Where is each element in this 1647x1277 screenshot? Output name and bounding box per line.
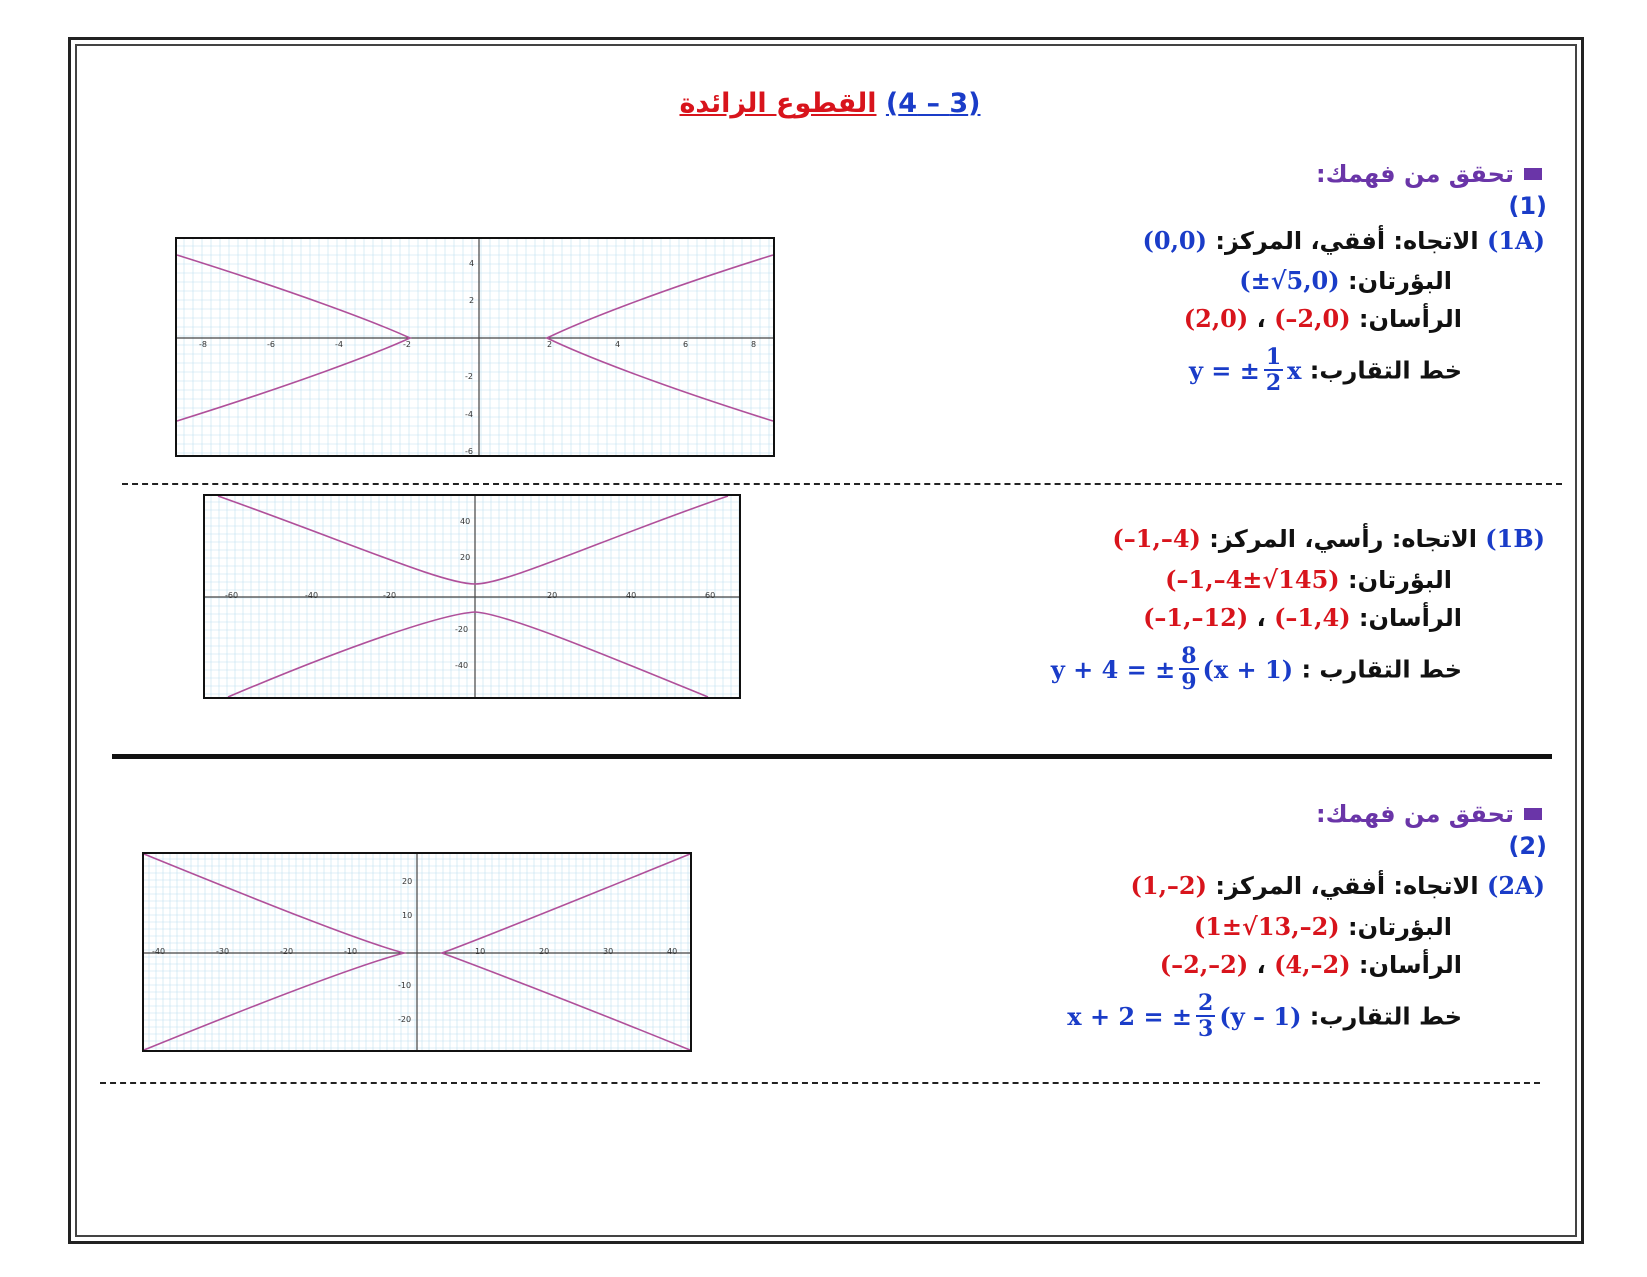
y-tick-label: 40: [460, 517, 471, 526]
exercise-index-2: (2): [1508, 832, 1547, 860]
item-1a-vertices: الرأسان: (–2,0) ، (2,0): [1183, 304, 1462, 333]
x-tick-label: -8: [199, 340, 207, 349]
dash-divider-2: [100, 1082, 1540, 1084]
item-2a-direction: (2A) الاتجاه: أفقي، المركز: (1,–2): [1130, 871, 1545, 900]
y-tick-label: -10: [398, 981, 412, 990]
x-tick-label: -20: [280, 947, 294, 956]
check-understanding-heading-1: تحقق من فهمك:: [1316, 160, 1542, 188]
y-tick-label: -20: [398, 1015, 412, 1024]
x-tick-label: -2: [403, 340, 411, 349]
hyperbola-graph-1b: [203, 494, 741, 699]
asymptote-equation: x + 2 = ± $\frac{2}{3}$ (y – 1): [1067, 990, 1302, 1042]
asymptote-equation: y + 4 = ± $\frac{8}{9}$ (x + 1): [1050, 643, 1294, 695]
x-tick-label: 60: [705, 591, 716, 600]
item-1b-direction: (1B) الاتجاه: رأسي، المركز: (–1,–4): [1112, 524, 1545, 553]
y-tick-label: 2: [469, 296, 475, 305]
y-tick-label: -20: [455, 625, 469, 634]
item-2a-foci: البؤرتان: (1±√13,–2): [1193, 912, 1452, 941]
y-tick-label: -6: [465, 447, 473, 456]
exercise-index-1: (1): [1508, 192, 1547, 220]
x-tick-label: 6: [683, 340, 689, 349]
y-tick-label: -40: [455, 661, 469, 670]
item-2a-vertices: الرأسان: (4,–2) ، (–2,–2): [1159, 950, 1462, 979]
y-tick-label: -2: [465, 372, 473, 381]
section-title: القطوع الزائدة: [679, 88, 877, 119]
y-tick-label: 20: [402, 877, 413, 886]
item-1b-asymptote: خط التقارب : y + 4 = ± $\frac{8}{9}$ (x + 1): [1050, 643, 1462, 695]
y-tick-label: 20: [460, 553, 471, 562]
x-tick-label: -30: [216, 947, 230, 956]
x-tick-label: -40: [152, 947, 166, 956]
item-1b-foci: البؤرتان: (–1,–4±√145): [1165, 565, 1452, 594]
x-tick-label: -20: [383, 591, 397, 600]
asymptote-equation: y = ± $\frac{1}{2}$ x: [1188, 344, 1302, 396]
y-tick-label: 10: [402, 911, 413, 920]
x-tick-label: -10: [344, 947, 358, 956]
y-tick-label: -4: [465, 410, 473, 419]
check-understanding-heading-2: تحقق من فهمك:: [1316, 800, 1542, 828]
dash-divider-1: [122, 483, 1562, 485]
item-1b-vertices: الرأسان: (–1,4) ، (–1,–12): [1143, 603, 1462, 632]
item-1a-direction: (1A) الاتجاه: أفقي، المركز: (0,0): [1142, 226, 1545, 255]
x-tick-label: -6: [267, 340, 275, 349]
x-tick-label: -60: [225, 591, 239, 600]
x-tick-label: 2: [547, 340, 553, 349]
item-1a-foci: البؤرتان: (±√5,0): [1239, 266, 1452, 295]
x-tick-label: 20: [539, 947, 550, 956]
x-tick-label: 40: [667, 947, 678, 956]
x-tick-label: -40: [305, 591, 319, 600]
bullet-square-icon: [1524, 168, 1542, 180]
x-tick-label: 10: [475, 947, 486, 956]
x-tick-label: 4: [615, 340, 621, 349]
page-title: [640, 88, 1020, 119]
hyperbola-graph-1a: [175, 237, 775, 457]
x-tick-label: -4: [335, 340, 343, 349]
item-2a-asymptote: خط التقارب: x + 2 = ± $\frac{2}{3}$ (y – 1): [1067, 990, 1462, 1042]
item-1a-asymptote: خط التقارب: y = ± $\frac{1}{2}$ x: [1188, 344, 1462, 396]
solid-divider: [112, 754, 1552, 759]
x-tick-label: 40: [626, 591, 637, 600]
y-tick-label: 4: [469, 259, 475, 268]
x-tick-label: 30: [603, 947, 614, 956]
bullet-square-icon: [1524, 808, 1542, 820]
x-tick-label: 20: [547, 591, 558, 600]
section-number: (3 – 4): [885, 88, 981, 119]
hyperbola-graph-2a: [142, 852, 692, 1052]
x-tick-label: 8: [751, 340, 757, 349]
